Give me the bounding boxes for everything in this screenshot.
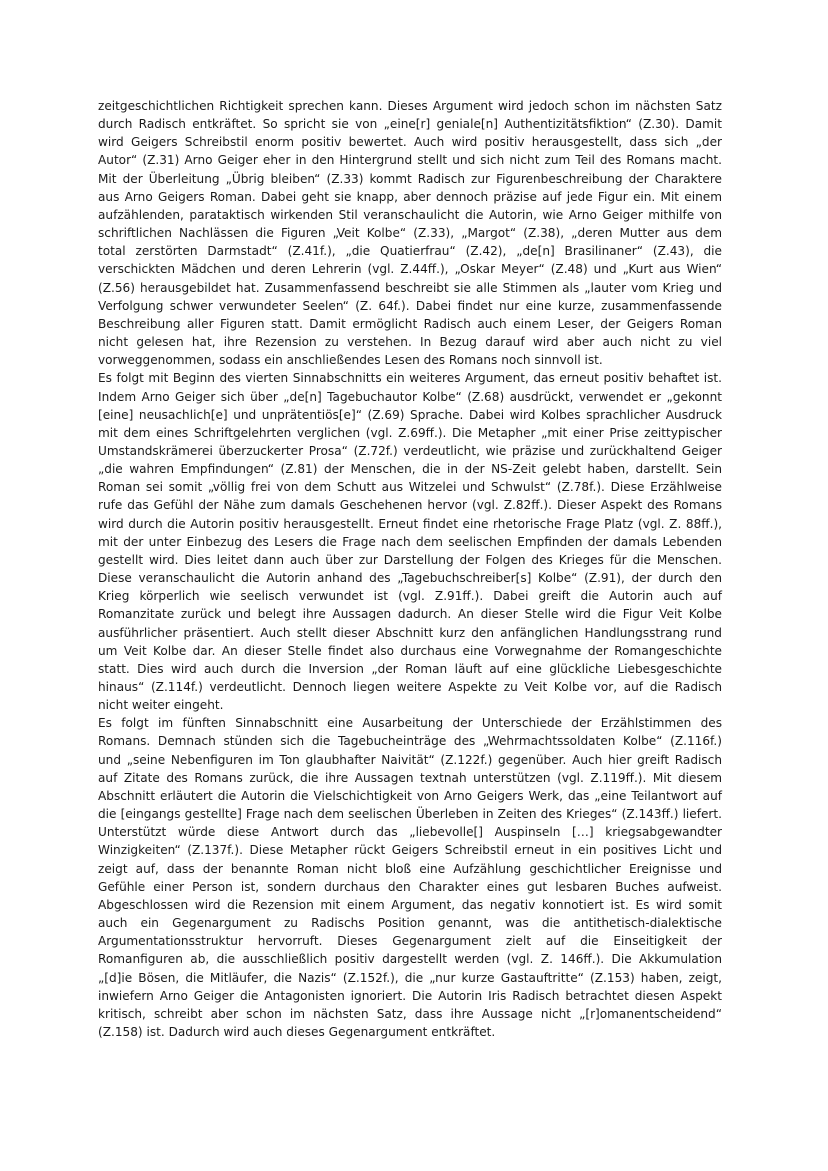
- text-line: aus Arno Geigers Roman. Dabei geht sie knapp, aber dennoch präzise auf jede Figur ein. Mit einem: [98, 189, 722, 204]
- text-line: verschickten Mädchen und deren Lehrerin (vgl. Z.44ff.), „Oskar Meyer“ (Z.48) und „Kurt aus Wien“: [98, 262, 722, 277]
- text-line: „die wahren Empfindungen“ (Z.81) der Menschen, die in der NS-Zeit gelebt haben, darstellt. Sein: [98, 462, 722, 477]
- text-line: Beschreibung aller Figuren statt. Damit ermöglicht Radisch auch einem Leser, der Geigers Roman: [98, 316, 722, 331]
- text-line: ausführlicher präsentiert. Auch stellt dieser Abschnitt kurz den anfänglichen Handlungsstrang rund: [98, 625, 722, 640]
- text-line: und „seine Nebenfiguren im Ton glaubhafter Naivität“ (Z.122f.) gegenüber. Auch hier greift Radisch: [98, 752, 722, 767]
- text-line: wird Geigers Schreibstil enorm positiv bewertet. Auch wird positiv herausgestellt, dass sich „der: [98, 135, 722, 150]
- text-line: auf Zitate des Romans zurück, die ihre Aussagen textnah unterstützen (vgl. Z.119ff.). Mit diesem: [98, 770, 722, 785]
- text-line: „[d]ie Bösen, die Mitläufer, die Nazis“ (Z.152f.), die „nur kurze Gastauftritte“ (Z.153) haben, zeigt,: [98, 970, 722, 985]
- text-line: total zerstörten Darmstadt“ (Z.41f.), „die Quatierfrau“ (Z.42), „de[n] Brasilinaner“ (Z.43), die: [98, 244, 722, 259]
- text-line: Es folgt im fünften Sinnabschnitt eine Ausarbeitung der Unterschiede der Erzählstimmen des: [98, 716, 722, 731]
- text-line: wird durch die Autorin positiv herausgestellt. Erneut findet eine rhetorische Frage Platz (vgl. Z. 88ff.),: [98, 516, 722, 531]
- text-line: kritisch, schreibt aber schon im nächsten Satz, dass ihre Aussage nicht „[r]omanentscheidend“: [98, 1006, 722, 1021]
- paragraph-1: [98, 97, 722, 369]
- text-line: zeigt auf, dass der benannte Roman nicht bloß eine Aufzählung geschichtlicher Ereignisse und: [98, 861, 722, 876]
- text-line: Mit der Überleitung „Übrig bleiben“ (Z.33) kommt Radisch zur Figurenbeschreibung der Charaktere: [98, 171, 722, 186]
- text-line: Romanfiguren ab, die ausschließlich positiv dargestellt werden (vgl. Z. 146ff.). Die Akkumulation: [98, 952, 722, 967]
- text-line: gestellt wird. Dies leitet dann auch über zur Darstellung der Folgen des Krieges für die Menschen.: [98, 552, 722, 567]
- text-line: Es folgt mit Beginn des vierten Sinnabschnitts ein weiteres Argument, das erneut positiv behaftet ist.: [98, 371, 722, 386]
- text-line: die [eingangs gestellte] Frage nach dem seelischen Überleben in Zeiten des Krieges“ (Z.143ff.) liefert.: [98, 807, 722, 822]
- text-line: Romanzitate zurück und belegt ihre Aussagen dadurch. An dieser Stelle wird die Figur Veit Kolbe: [98, 607, 722, 622]
- text-line: statt. Dies wird auch durch die Inversion „der Roman läuft auf eine glückliche Liebesgeschichte: [98, 661, 722, 676]
- text-line: schriftlichen Nachlässen die Figuren „Veit Kolbe“ (Z.33), „Margot“ (Z.38), „deren Mutter aus dem: [98, 226, 722, 241]
- paragraph-2: [98, 369, 722, 714]
- text-line: Abgeschlossen wird die Rezension mit einem Argument, das negativ konnotiert ist. Es wird somit: [98, 897, 722, 912]
- text-line: mit der unter Einbezug des Lesers die Frage nach dem seelischen Empfinden der damals Lebenden: [98, 534, 722, 549]
- text-line: auch ein Gegenargument zu Radischs Position genannt, was die antithetisch-dialektische: [98, 916, 722, 931]
- text-line: [eine] neusachlich[e] und unprätentiös[e]“ (Z.69) Sprache. Dabei wird Kolbes sprachlicher Ausdruck: [98, 407, 722, 422]
- text-line: (Z.56) herausgebildet hat. Zusammenfassend beschreibt sie alle Stimmen als „lauter vom Krieg und: [98, 280, 722, 295]
- text-line: Autor“ (Z.31) Arno Geiger eher in den Hintergrund stellt und sich nicht zum Teil des Romans macht.: [98, 153, 722, 168]
- text-line: hinaus“ (Z.114f.) verdeutlicht. Dennoch liegen weitere Aspekte zu Veit Kolbe vor, auf die Radisch: [98, 680, 722, 694]
- body-text: [98, 97, 722, 1041]
- paragraph-3: [98, 714, 722, 1041]
- text-line: Argumentationsstruktur hervorruft. Dieses Gegenargument zielt auf die Einseitigkeit der: [98, 934, 722, 949]
- text-line: Winzigkeiten“ (Z.137f.). Diese Metapher rückt Geigers Schreibstil erneut in ein positives Licht und: [98, 843, 722, 858]
- text-line: inwiefern Arno Geiger die Antagonisten ignoriert. Die Autorin Iris Radisch betrachtet diesen Aspekt: [98, 988, 722, 1003]
- text-line: mit dem eines Schriftgelehrten verglichen (vgl. Z.69ff.). Die Metapher „mit einer Prise zeittypischer: [98, 425, 722, 440]
- text-line: nicht gelesen hat, ihre Rezension zu verstehen. In Bezug darauf wird aber auch nicht zu viel: [98, 335, 722, 350]
- text-line: Abschnitt erläutert die Autorin die Vielschichtigkeit von Arno Geigers Werk, das „eine Teilantwort auf: [98, 788, 722, 803]
- text-line: durch Radisch entkräftet. So spricht sie von „eine[r] geniale[n] Authentizitätsfiktion“ (Z.30). Damit: [98, 117, 722, 132]
- text-line: Romans. Demnach stünden sich die Tagebucheinträge des „Wehrmachtssoldaten Kolbe“ (Z.116f.): [98, 734, 722, 749]
- text-line: zeitgeschichtlichen Richtigkeit sprechen kann. Dieses Argument wird jedoch schon im nächsten Satz: [98, 99, 722, 113]
- text-line: Diese veranschaulicht die Autorin anhand des „Tagebuchschreiber[s] Kolbe“ (Z.91), der durch den: [98, 571, 722, 586]
- text-line: Krieg körperlich wie seelisch verwundet ist (vgl. Z.91ff.). Dabei greift die Autorin auch auf: [98, 589, 722, 604]
- text-line: Unterstützt würde diese Antwort durch das „liebevolle[] Auspinseln […] kriegsabgewandter: [98, 825, 722, 840]
- text-line: nicht weiter eingeht.: [98, 698, 224, 713]
- text-line: Verfolgung schwer verwundeter Seelen“ (Z. 64f.). Dabei findet nur eine kurze, zusammenfassende: [98, 298, 722, 313]
- text-line: Roman sei somit „völlig frei von dem Schutt aus Witzelei und Schwulst“ (Z.78f.). Diese Erzählweise: [98, 480, 722, 495]
- text-line: um Veit Kolbe dar. An dieser Stelle findet also durchaus eine Vorwegnahme der Romangeschichte: [98, 643, 722, 658]
- text-line: (Z.158) ist. Dadurch wird auch dieses Gegenargument entkräftet.: [98, 1024, 496, 1039]
- text-line: vorweggenommen, sodass ein anschließendes Lesen des Romans noch sinnvoll ist.: [98, 353, 603, 368]
- text-line: Umstandskrämerei überzuckerter Prosa“ (Z.72f.) verdeutlicht, wie präzise und zurückhaltend Geiger: [98, 443, 722, 458]
- text-line: Gefühle einer Person ist, sondern durchaus den Charakter eines gut lesbaren Buches aufweist.: [98, 879, 722, 894]
- text-line: Indem Arno Geiger sich über „de[n] Tagebuchautor Kolbe“ (Z.68) ausdrückt, verwendet er „gekonnt: [98, 389, 722, 404]
- text-line: aufzählenden, parataktisch wirkenden Stil veranschaulicht die Autorin, wie Arno Geiger mithilfe von: [98, 207, 722, 222]
- text-line: rufe das Gefühl der Nähe zum damals Geschehenen hervor (vgl. Z.82ff.). Dieser Aspekt des Romans: [98, 498, 722, 513]
